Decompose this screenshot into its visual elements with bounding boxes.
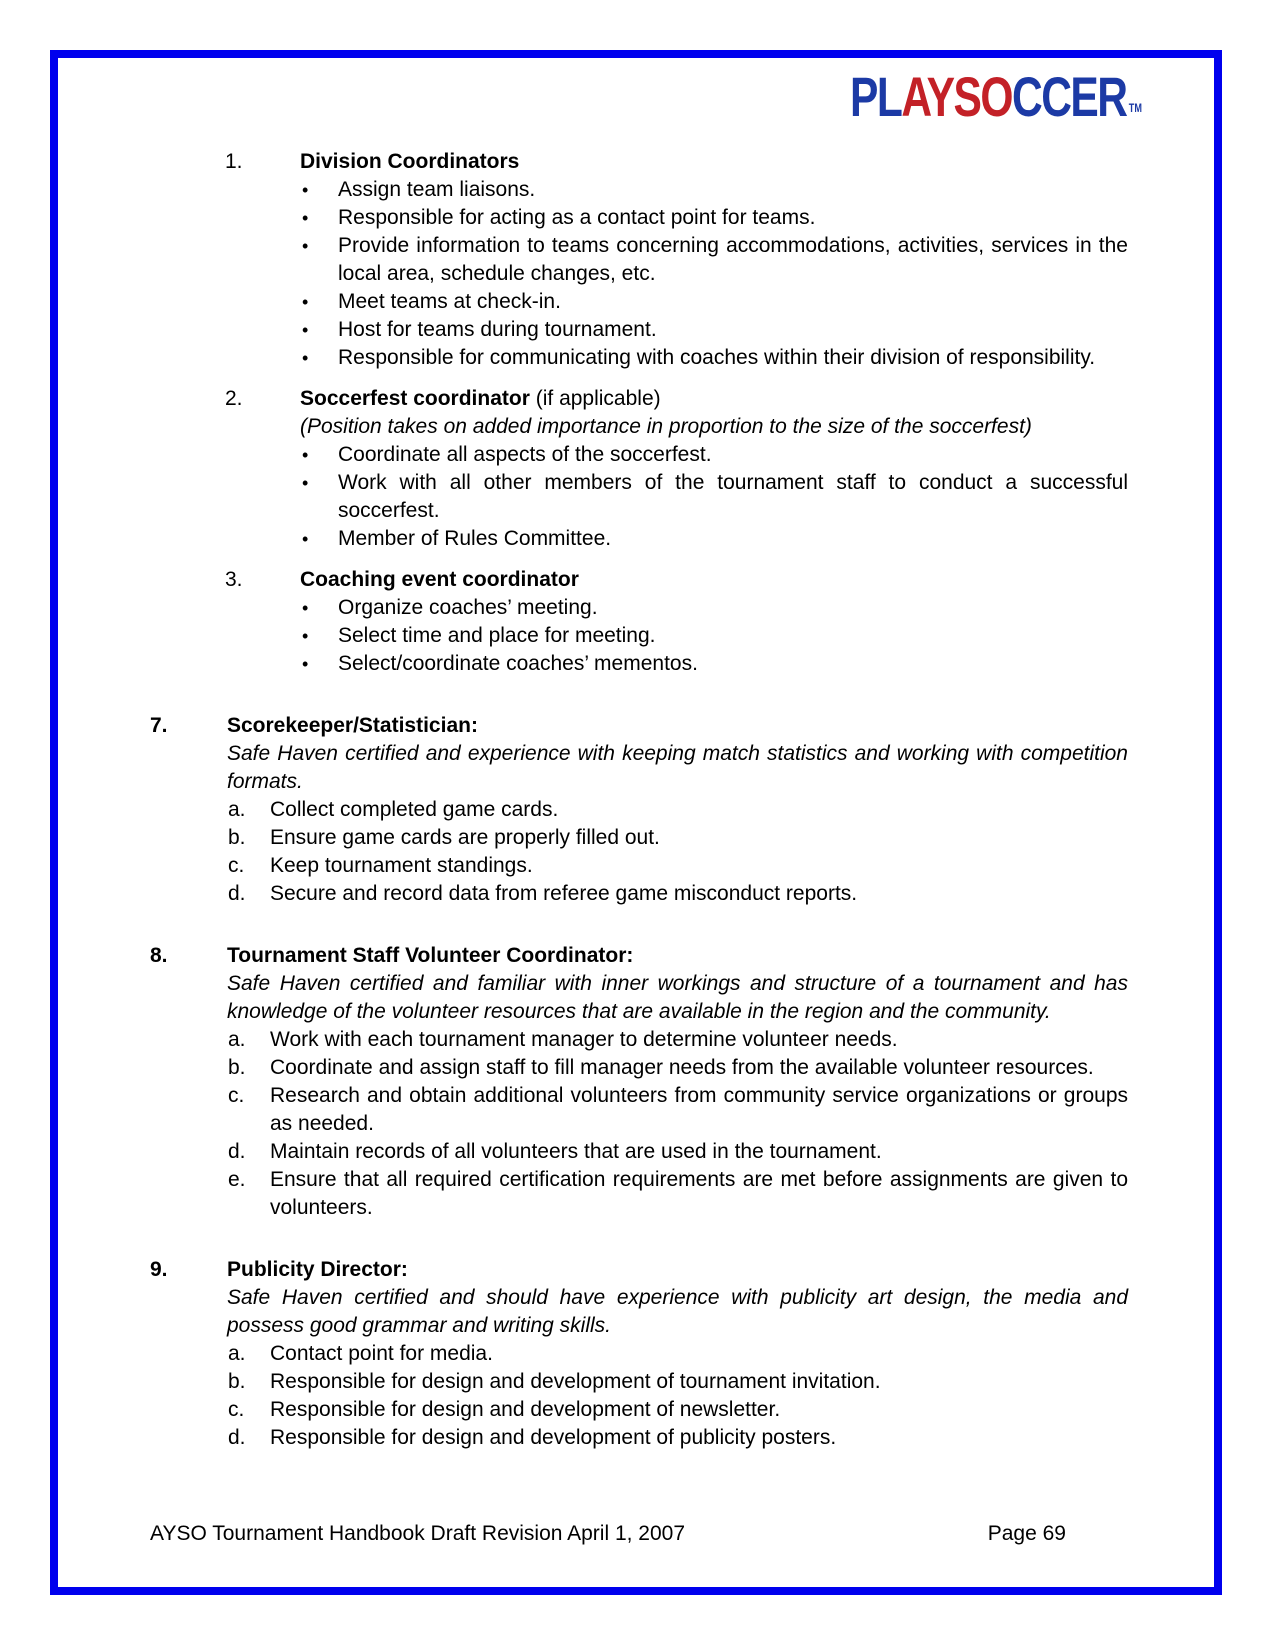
item-text: Responsible for design and development of tournament invitation. bbox=[270, 1370, 881, 1393]
section-title: Soccerfest coordinator bbox=[300, 387, 530, 410]
item-text: Responsible for design and development of newsletter. bbox=[270, 1398, 781, 1421]
bullet-text: Select time and place for meeting. bbox=[338, 624, 656, 647]
lettered-item bbox=[150, 796, 1128, 824]
section-heading bbox=[150, 385, 1128, 413]
section-title: Publicity Director: bbox=[227, 1258, 408, 1281]
bullet-icon: • bbox=[302, 348, 309, 368]
bullet-icon: • bbox=[302, 445, 309, 465]
bullet-text: Select/coordinate coaches’ mementos. bbox=[338, 652, 698, 675]
item-text: Ensure game cards are properly filled out. bbox=[270, 826, 660, 849]
logo-segment-ayso: AYSO bbox=[901, 65, 1012, 128]
section-number: 2. bbox=[225, 387, 243, 410]
item-letter: b. bbox=[228, 1370, 246, 1393]
item-text: Collect completed game cards. bbox=[270, 798, 559, 821]
item-letter: b. bbox=[228, 826, 246, 849]
lettered-item bbox=[150, 1166, 1128, 1222]
bullet-icon: • bbox=[302, 180, 309, 200]
bullet-icon: • bbox=[302, 292, 309, 312]
page-number: Page 69 bbox=[987, 1522, 1066, 1545]
section-title: Scorekeeper/Statistician: bbox=[227, 714, 478, 737]
section-intro-italic: Safe Haven certified and should have experience with publicity art design, the media and possess good grammar and writing skills. bbox=[227, 1286, 1128, 1337]
bullet-item bbox=[150, 441, 1128, 469]
lettered-item bbox=[150, 880, 1128, 908]
section-title: Coaching event coordinator bbox=[300, 568, 579, 591]
bullet-text: Host for teams during tournament. bbox=[338, 318, 657, 341]
bullet-item bbox=[150, 176, 1128, 204]
bullet-item bbox=[150, 232, 1128, 288]
lettered-item bbox=[150, 824, 1128, 852]
bullet-text: Work with all other members of the tournament staff to conduct a successful soccerfest. bbox=[338, 471, 1128, 522]
bullet-item bbox=[150, 316, 1128, 344]
bullet-icon: • bbox=[302, 320, 309, 340]
bullet-item bbox=[150, 288, 1128, 316]
bullet-item bbox=[150, 344, 1128, 372]
playsoccer-logo bbox=[850, 64, 1142, 129]
lettered-item bbox=[150, 1396, 1128, 1424]
item-letter: c. bbox=[228, 854, 245, 877]
section-heading bbox=[150, 148, 1128, 176]
section-1-division-coordinators bbox=[150, 148, 1128, 372]
section-number: 9. bbox=[150, 1258, 168, 1281]
bullet-text: Provide information to teams concerning accommodations, activities, services in the local area, schedule changes, etc. bbox=[338, 234, 1128, 285]
bullet-text: Assign team liaisons. bbox=[338, 178, 536, 201]
lettered-item bbox=[150, 1026, 1128, 1054]
section-intro-italic: Safe Haven certified and experience with keeping match statistics and working with competition formats. bbox=[227, 742, 1128, 793]
logo-segment-ccer: CCER bbox=[1011, 65, 1127, 128]
section-number: 7. bbox=[150, 714, 168, 737]
bullet-item bbox=[150, 594, 1128, 622]
item-text: Responsible for design and development of publicity posters. bbox=[270, 1426, 837, 1449]
section-8-tournament-staff-volunteer-coordinator bbox=[150, 942, 1128, 1222]
item-letter: a. bbox=[228, 1342, 246, 1365]
bullet-item bbox=[150, 650, 1128, 678]
item-letter: c. bbox=[228, 1398, 245, 1421]
section-heading bbox=[150, 712, 1128, 740]
section-number: 8. bbox=[150, 944, 168, 967]
bullet-text: Coordinate all aspects of the soccerfest. bbox=[338, 443, 712, 466]
document-body bbox=[150, 140, 1128, 1452]
lettered-item bbox=[150, 1424, 1128, 1452]
section-heading bbox=[150, 1256, 1128, 1284]
item-text: Research and obtain additional volunteers from community service organizations or groups as needed. bbox=[270, 1084, 1128, 1135]
item-text: Coordinate and assign staff to fill manager needs from the available volunteer resources. bbox=[270, 1056, 1094, 1079]
bullet-text: Responsible for communicating with coaches within their division of responsibility. bbox=[338, 346, 1096, 369]
page-footer bbox=[150, 1520, 1128, 1548]
lettered-item bbox=[150, 1138, 1128, 1166]
bullet-text: Member of Rules Committee. bbox=[338, 527, 612, 550]
item-text: Contact point for media. bbox=[270, 1342, 493, 1365]
bullet-item bbox=[150, 469, 1128, 525]
section-intro-italic: Safe Haven certified and familiar with inner workings and structure of a tournament and has knowledge of the volunteer resources that are available in the region and the community. bbox=[227, 972, 1128, 1023]
bullet-icon: • bbox=[302, 473, 309, 493]
item-letter: d. bbox=[228, 1140, 246, 1163]
lettered-item bbox=[150, 1340, 1128, 1368]
section-number: 3. bbox=[225, 568, 243, 591]
footer-document-title: AYSO Tournament Handbook Draft Revision April 1, 2007 bbox=[150, 1522, 686, 1545]
bullet-item bbox=[150, 525, 1128, 553]
bullet-icon: • bbox=[302, 654, 309, 674]
section-2-soccerfest-coordinator bbox=[150, 385, 1128, 553]
lettered-item bbox=[150, 1368, 1128, 1396]
item-letter: d. bbox=[228, 1426, 246, 1449]
section-heading bbox=[150, 566, 1128, 594]
bullet-item bbox=[150, 204, 1128, 232]
lettered-item bbox=[150, 1082, 1128, 1138]
item-text: Maintain records of all volunteers that are used in the tournament. bbox=[270, 1140, 882, 1163]
section-title-suffix: (if applicable) bbox=[529, 387, 661, 410]
item-text: Secure and record data from referee game misconduct reports. bbox=[270, 882, 858, 905]
section-title: Division Coordinators bbox=[300, 150, 520, 173]
lettered-item bbox=[150, 852, 1128, 880]
item-letter: b. bbox=[228, 1056, 246, 1079]
item-letter: e. bbox=[228, 1168, 246, 1191]
bullet-icon: • bbox=[302, 626, 309, 646]
bullet-item bbox=[150, 622, 1128, 650]
section-number: 1. bbox=[225, 150, 243, 173]
item-letter: a. bbox=[228, 798, 246, 821]
section-9-publicity-director bbox=[150, 1256, 1128, 1452]
bullet-text: Meet teams at check-in. bbox=[338, 290, 561, 313]
bullet-icon: • bbox=[302, 529, 309, 549]
section-heading bbox=[150, 942, 1128, 970]
lettered-item bbox=[150, 1054, 1128, 1082]
bullet-text: Organize coaches’ meeting. bbox=[338, 596, 598, 619]
item-text: Keep tournament standings. bbox=[270, 854, 533, 877]
bullet-icon: • bbox=[302, 208, 309, 228]
bullet-text: Responsible for acting as a contact point for teams. bbox=[338, 206, 816, 229]
section-7-scorekeeper-statistician bbox=[150, 712, 1128, 908]
logo-segment-pl: PL bbox=[850, 65, 902, 128]
item-text: Ensure that all required certification requirements are met before assignments are given to volunteers. bbox=[270, 1168, 1128, 1219]
section-title: Tournament Staff Volunteer Coordinator: bbox=[227, 944, 634, 967]
section-3-coaching-event-coordinator bbox=[150, 566, 1128, 678]
bullet-icon: • bbox=[302, 598, 309, 618]
bullet-icon: • bbox=[302, 236, 309, 256]
item-letter: a. bbox=[228, 1028, 246, 1051]
item-text: Work with each tournament manager to determine volunteer needs. bbox=[270, 1028, 898, 1051]
item-letter: c. bbox=[228, 1084, 245, 1107]
item-letter: d. bbox=[228, 882, 246, 905]
trademark-symbol: TM bbox=[1128, 101, 1142, 115]
section-intro-italic: (Position takes on added importance in proportion to the size of the soccerfest) bbox=[300, 415, 1032, 438]
